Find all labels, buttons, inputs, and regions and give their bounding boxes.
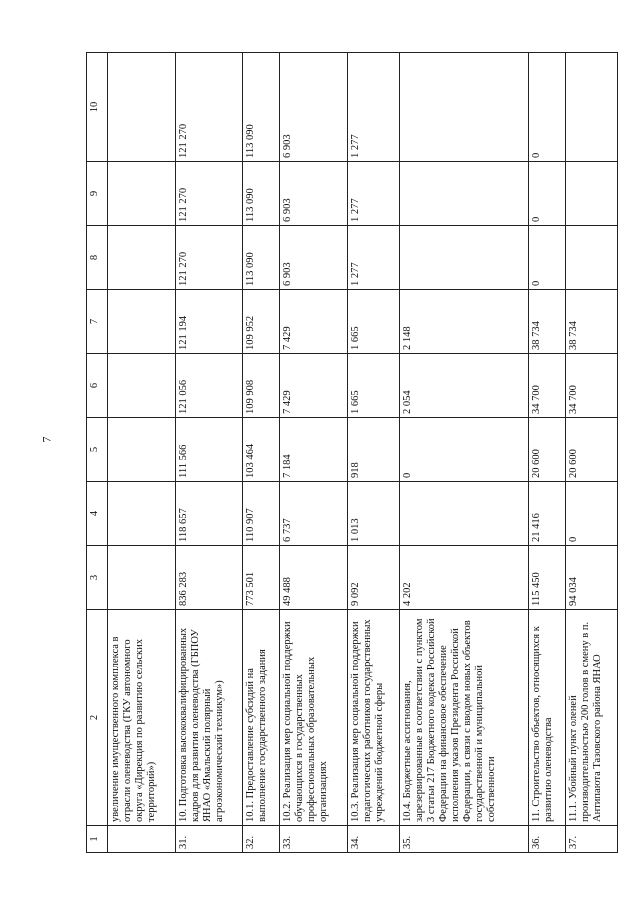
row-number-cell (108, 826, 176, 853)
value-cell: 1 665 (347, 354, 399, 418)
value-cell (108, 546, 176, 610)
value-cell: 773 501 (243, 546, 280, 610)
value-cell: 2 148 (399, 290, 528, 354)
value-cell: 836 283 (175, 546, 243, 610)
budget-table (86, 52, 618, 853)
row-number-cell: 36. (528, 826, 565, 853)
value-cell: 121 056 (175, 354, 243, 418)
item-name-cell: 10. Подготовка высококвалифицированных кадров для развития оленеводства (ГБПОУ ЯНАО «Ямальский полярный агроэкономический техникум») (175, 610, 243, 826)
value-cell: 0 (399, 418, 528, 482)
value-cell: 1 665 (347, 290, 399, 354)
value-cell: 121 270 (175, 53, 243, 162)
value-cell (108, 53, 176, 162)
item-name-cell: 10.3. Реализация мер социальной поддержки педагогических работников государственных учреждений бюджетной сферы (347, 610, 399, 826)
header-row (87, 53, 108, 853)
value-cell (108, 290, 176, 354)
value-cell (108, 482, 176, 546)
value-cell: 20 600 (528, 418, 565, 482)
page-number: 7 (39, 436, 54, 443)
value-cell: 0 (565, 482, 617, 546)
value-cell: 9 092 (347, 546, 399, 610)
value-cell (399, 226, 528, 290)
rotated-page (86, 52, 618, 853)
value-cell: 113 090 (243, 162, 280, 226)
row-number-cell: 37. (565, 826, 617, 853)
value-cell: 113 090 (243, 53, 280, 162)
row-number-cell: 35. (399, 826, 528, 853)
value-cell: 113 090 (243, 226, 280, 290)
value-cell (108, 162, 176, 226)
value-cell (565, 162, 617, 226)
value-cell: 34 700 (565, 354, 617, 418)
value-cell: 121 194 (175, 290, 243, 354)
table-row (175, 53, 243, 853)
item-name-cell: 11. Строительство объектов, относящихся к развитию оленеводства (528, 610, 565, 826)
value-cell (108, 226, 176, 290)
value-cell: 94 034 (565, 546, 617, 610)
value-cell: 918 (347, 418, 399, 482)
value-cell: 34 700 (528, 354, 565, 418)
value-cell: 1 277 (347, 226, 399, 290)
col-header: 4 (87, 482, 108, 546)
value-cell: 110 907 (243, 482, 280, 546)
table-row (399, 53, 528, 853)
row-number-cell: 31. (175, 826, 243, 853)
value-cell: 2 054 (399, 354, 528, 418)
table-row (108, 53, 176, 853)
col-header: 5 (87, 418, 108, 482)
row-number-cell: 33. (280, 826, 348, 853)
col-header: 7 (87, 290, 108, 354)
table-row (347, 53, 399, 853)
value-cell: 0 (528, 226, 565, 290)
value-cell: 0 (528, 53, 565, 162)
value-cell: 1 013 (347, 482, 399, 546)
value-cell (399, 53, 528, 162)
table-row (280, 53, 348, 853)
value-cell: 121 270 (175, 226, 243, 290)
value-cell: 121 270 (175, 162, 243, 226)
item-name-cell: 10.1. Предоставление субсидий на выполнение государственного задания (243, 610, 280, 826)
row-number-cell: 32. (243, 826, 280, 853)
value-cell: 109 952 (243, 290, 280, 354)
value-cell (108, 418, 176, 482)
table-body (108, 53, 618, 853)
value-cell: 7 429 (280, 290, 348, 354)
value-cell: 20 600 (565, 418, 617, 482)
col-header: 1 (87, 826, 108, 853)
col-header: 6 (87, 354, 108, 418)
value-cell: 6 903 (280, 226, 348, 290)
value-cell: 6 737 (280, 482, 348, 546)
value-cell: 111 566 (175, 418, 243, 482)
value-cell: 109 908 (243, 354, 280, 418)
row-number-cell: 34. (347, 826, 399, 853)
col-header: 3 (87, 546, 108, 610)
item-name-cell: 10.2. Реализация мер социальной поддержки обучающихся в государственных профессиональных образовательных организациях (280, 610, 348, 826)
table-row (528, 53, 565, 853)
col-header: 9 (87, 162, 108, 226)
value-cell: 21 416 (528, 482, 565, 546)
table-row (565, 53, 617, 853)
value-cell: 7 429 (280, 354, 348, 418)
value-cell: 118 657 (175, 482, 243, 546)
item-name-cell: 11.1. Убойный пункт оленей производительностью 200 голов в смену в п. Антипаюта Тазовского района ЯНАО (565, 610, 617, 826)
value-cell: 4 202 (399, 546, 528, 610)
value-cell (565, 53, 617, 162)
value-cell: 0 (528, 162, 565, 226)
value-cell: 38 734 (528, 290, 565, 354)
value-cell (565, 226, 617, 290)
col-header: 2 (87, 610, 108, 826)
value-cell (399, 162, 528, 226)
value-cell (108, 354, 176, 418)
value-cell: 103 464 (243, 418, 280, 482)
value-cell: 1 277 (347, 162, 399, 226)
table-row (243, 53, 280, 853)
value-cell: 6 903 (280, 162, 348, 226)
col-header: 8 (87, 226, 108, 290)
col-header: 10 (87, 53, 108, 162)
value-cell: 49 488 (280, 546, 348, 610)
value-cell (399, 482, 528, 546)
value-cell: 6 903 (280, 53, 348, 162)
value-cell: 7 184 (280, 418, 348, 482)
item-name-cell: 10.4. Бюджетные ассигнования, зарезервированные в соответствии с пунктом 3 статьи 217 Бюджетного кодекса Российской Федерации на финансовое обеспечение исполнения указов Президента Российской Федерации, в связи с вводом новых объектов государственной и муниципальной собственности (399, 610, 528, 826)
value-cell: 115 450 (528, 546, 565, 610)
value-cell: 38 734 (565, 290, 617, 354)
item-name-cell: увеличение имущественного комплекса в отрасли оленеводства (ГКУ автономного округа «Дирекция по развитию сельских территорий») (108, 610, 176, 826)
value-cell: 1 277 (347, 53, 399, 162)
